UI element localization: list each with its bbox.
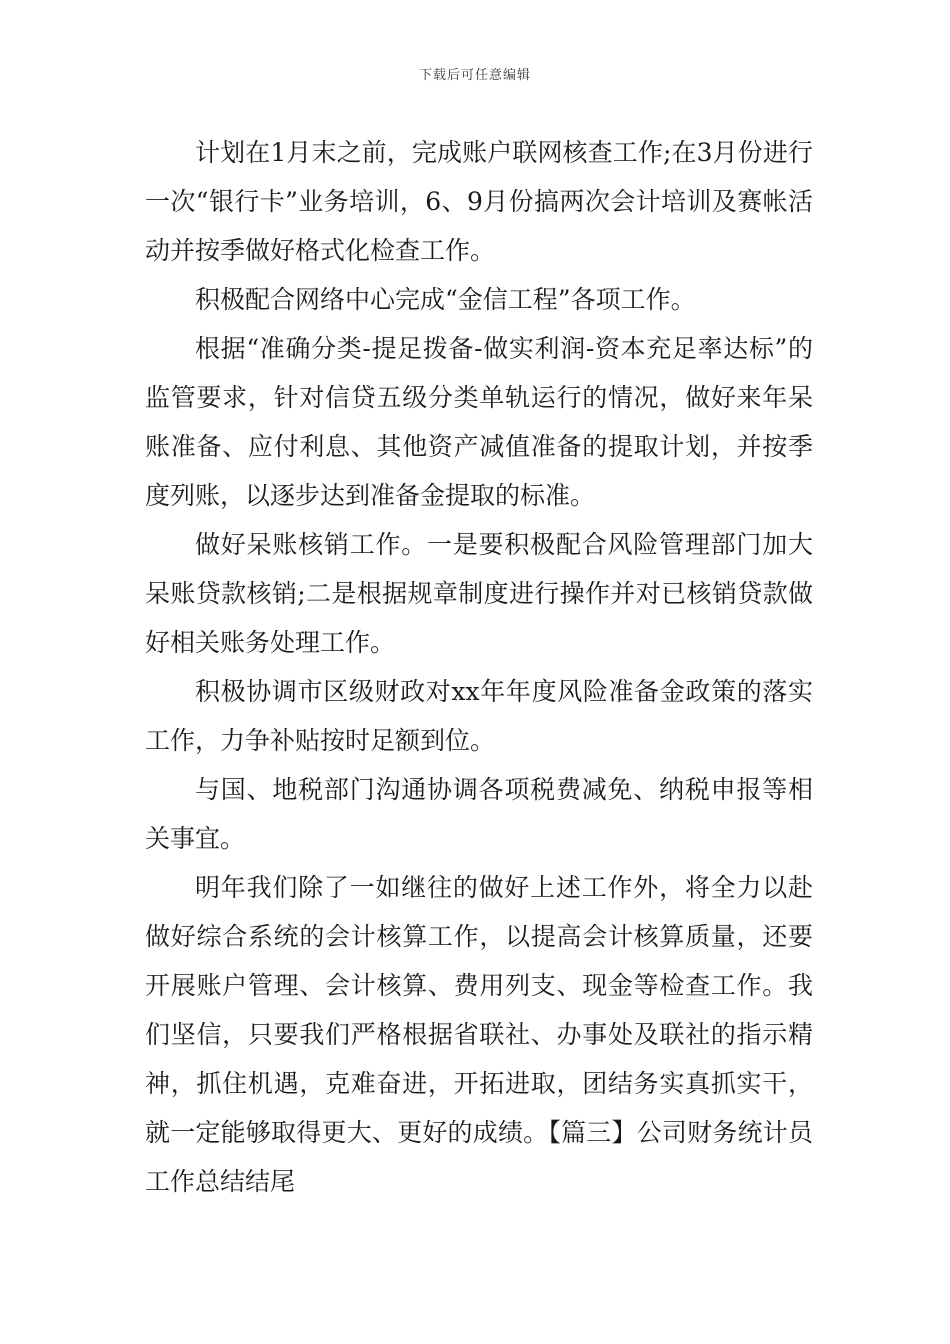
paragraph-7: 明年我们除了一如继往的做好上述工作外，将全力以赴做好综合系统的会计核算工作，以提高会计核算质量，还要开展账户管理、会计核算、费用列支、现金等检查工作。我们坚信，只要我们严格根据省联社、办事处及联社的指示精神，抓住机遇，克难奋进，开拓进取，团结务实真抓实干，就一定能够取得更大、更好的成绩。【篇三】公司财务统计员工作总结结尾 <box>145 873 813 1196</box>
document-body <box>145 128 813 1206</box>
header-note: 下载后可任意编辑 <box>418 68 531 83</box>
paragraph-6: 与国、地税部门沟通协调各项税费减免、纳税申报等相关事宜。 <box>145 775 813 853</box>
paragraph-2: 积极配合网络中心完成“金信工程”各项工作。 <box>195 285 696 314</box>
paragraph-4: 做好呆账核销工作。一是要积极配合风险管理部门加大呆账贷款核销;二是根据规章制度进行操作并对已核销贷款做好相关账务处理工作。 <box>145 530 813 657</box>
paragraph-5: 积极协调市区级财政对xx年年度风险准备金政策的落实工作，力争补贴按时足额到位。 <box>145 677 813 755</box>
paragraph-3: 根据“准确分类-提足拨备-做实利润-资本充足率达标”的监管要求，针对信贷五级分类单轨运行的情况，做好来年呆账准备、应付利息、其他资产减值准备的提取计划，并按季度列账，以逐步达到准备金提取的标准。 <box>145 334 813 510</box>
paragraph-1: 计划在1月末之前，完成账户联网核查工作;在3月份进行一次“银行卡”业务培训，6、9月份搞两次会计培训及赛帐活动并按季做好格式化检查工作。 <box>145 138 813 265</box>
